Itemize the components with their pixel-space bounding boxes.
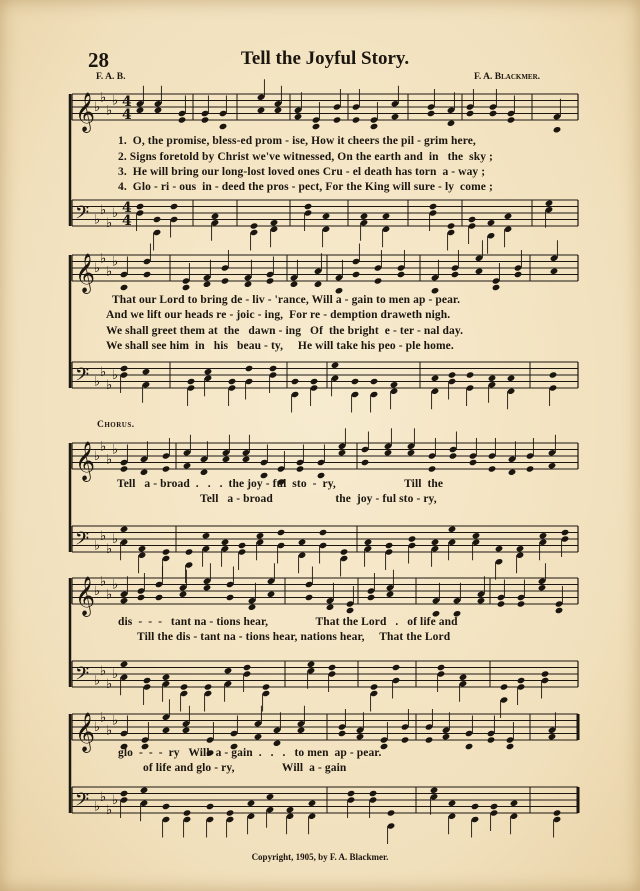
note-head bbox=[153, 216, 162, 223]
flat-sign: ♭ bbox=[106, 377, 113, 393]
flat-sign: ♭ bbox=[100, 90, 107, 106]
note-head bbox=[448, 800, 457, 807]
verse-4-line-1: 4. Glo - ri - ous in - deed the pros - pect, For the King will sure - ly come ; bbox=[118, 181, 493, 193]
note-head bbox=[162, 548, 171, 555]
note-head bbox=[297, 727, 306, 734]
flat-sign: ♭ bbox=[100, 202, 107, 218]
flat-sign: ♭ bbox=[112, 532, 119, 547]
note-head bbox=[248, 604, 257, 611]
note-head bbox=[254, 733, 263, 740]
flat-sign: ♭ bbox=[94, 374, 101, 390]
note-head bbox=[549, 371, 558, 378]
note-head bbox=[257, 107, 266, 114]
flat-sign: ♭ bbox=[94, 799, 101, 815]
bass-clef: 𝄢 bbox=[75, 365, 90, 390]
note-head bbox=[507, 116, 516, 123]
note-head bbox=[517, 677, 526, 684]
note-head bbox=[120, 365, 129, 372]
note-head bbox=[385, 542, 394, 549]
note-head bbox=[244, 281, 253, 288]
bass-clef: 𝄢 bbox=[75, 790, 90, 815]
note-head bbox=[238, 542, 247, 549]
hymn-title: Tell the Joyful Story. bbox=[240, 48, 410, 69]
note-head bbox=[183, 809, 192, 816]
note-head bbox=[221, 539, 230, 546]
flat-sign: ♭ bbox=[112, 254, 119, 270]
flat-sign: ♭ bbox=[106, 587, 113, 603]
note-head bbox=[262, 683, 271, 690]
note-head bbox=[437, 664, 446, 671]
flat-sign: ♭ bbox=[112, 93, 119, 109]
note-head bbox=[136, 107, 145, 114]
copyright-notice: Copyright, 1905, by F. A. Blackmer. bbox=[251, 852, 389, 862]
note-head bbox=[488, 465, 497, 472]
note-head bbox=[508, 469, 517, 476]
note-head bbox=[448, 526, 457, 533]
note-head bbox=[392, 664, 401, 671]
flat-sign: ♭ bbox=[112, 368, 119, 383]
note-head bbox=[333, 116, 342, 123]
note-head bbox=[384, 449, 393, 456]
note-head bbox=[250, 222, 259, 229]
note-head bbox=[427, 110, 436, 117]
note-head bbox=[120, 661, 129, 668]
note-head bbox=[203, 584, 212, 591]
time-signature: 4 bbox=[122, 200, 132, 216]
note-head bbox=[310, 378, 319, 385]
chorus-label: Chorus. bbox=[97, 420, 135, 430]
note-head bbox=[364, 539, 373, 546]
note-head bbox=[183, 462, 192, 469]
note-head bbox=[369, 790, 378, 797]
flat-sign: ♭ bbox=[100, 663, 107, 679]
chorus-line-2-lower: Till the dis - tant na - tions hear, nations hear, That the Lord bbox=[137, 631, 451, 643]
note-head bbox=[224, 667, 233, 674]
note-head bbox=[548, 733, 557, 740]
note-head bbox=[397, 271, 406, 278]
flat-sign: ♭ bbox=[100, 251, 107, 267]
note-head bbox=[447, 222, 456, 229]
chorus-line-3-upper: glo - - - ry Will a - gain . . . to men ap - pear. bbox=[118, 747, 382, 759]
note-head bbox=[510, 800, 519, 807]
note-head bbox=[298, 539, 307, 546]
flat-sign: ♭ bbox=[94, 538, 101, 554]
note-head bbox=[506, 743, 515, 750]
note-head bbox=[516, 545, 525, 552]
note-head bbox=[429, 203, 438, 210]
note-head bbox=[290, 281, 299, 288]
flat-sign: ♭ bbox=[94, 584, 101, 599]
note-head bbox=[137, 594, 146, 601]
flat-sign: ♭ bbox=[94, 261, 101, 276]
note-head bbox=[451, 271, 460, 278]
note-head bbox=[221, 277, 230, 284]
note-head bbox=[338, 449, 347, 456]
note-head bbox=[466, 371, 475, 378]
note-head bbox=[305, 594, 314, 601]
note-head bbox=[361, 459, 370, 466]
flat-sign: ♭ bbox=[106, 723, 113, 739]
flat-sign: ♭ bbox=[112, 793, 119, 808]
note-head bbox=[319, 529, 328, 536]
note-head bbox=[120, 465, 129, 472]
note-head bbox=[489, 110, 498, 117]
chorus-line-1-upper: Tell a - broad . . . the joy - ful sto - ry, Till the bbox=[117, 478, 444, 490]
note-head bbox=[203, 281, 212, 288]
time-signature: 4 bbox=[122, 107, 132, 123]
note-head bbox=[507, 375, 516, 382]
hymn-number: 28 bbox=[88, 48, 109, 72]
note-head bbox=[514, 271, 523, 278]
note-head bbox=[553, 809, 562, 816]
flat-sign: ♭ bbox=[100, 364, 107, 380]
words-credit: F. A. B. bbox=[96, 72, 126, 82]
note-head bbox=[328, 664, 337, 671]
verse-2-line-1: 2. Signs foretold by Christ we've witnessed, On the earth and in the sky ; bbox=[118, 151, 493, 163]
note-head bbox=[256, 532, 265, 539]
note-head bbox=[370, 683, 379, 690]
note-head bbox=[242, 456, 251, 463]
note-head bbox=[370, 123, 379, 130]
note-head bbox=[550, 268, 559, 275]
note-head bbox=[182, 284, 191, 291]
note-head bbox=[307, 661, 316, 668]
note-head bbox=[401, 736, 410, 743]
note-head bbox=[356, 733, 365, 740]
note-head bbox=[243, 664, 252, 671]
flat-sign: ♭ bbox=[112, 442, 119, 458]
note-head bbox=[226, 594, 235, 601]
note-head bbox=[222, 456, 231, 463]
note-head bbox=[386, 591, 395, 598]
note-head bbox=[140, 787, 149, 794]
note-head bbox=[374, 277, 383, 284]
note-head bbox=[346, 607, 355, 614]
note-head bbox=[120, 790, 129, 797]
chorus-line-2-upper: dis - - - tant na - tions hear, That the Lord . of life and bbox=[118, 616, 458, 628]
note-head bbox=[304, 203, 313, 210]
note-head bbox=[180, 683, 189, 690]
note-head bbox=[390, 381, 399, 388]
note-head bbox=[408, 535, 417, 542]
note-head bbox=[382, 213, 391, 220]
note-head bbox=[407, 449, 416, 456]
flat-sign: ♭ bbox=[112, 206, 119, 221]
note-head bbox=[447, 120, 456, 127]
note-head bbox=[211, 213, 220, 220]
verse-1-line-2: That our Lord to bring de - liv - 'rance, Will a - gain to men ap - pear. bbox=[112, 294, 461, 306]
music-credit: F. A. Blackmer. bbox=[474, 72, 541, 82]
flat-sign: ♭ bbox=[94, 673, 101, 689]
note-head bbox=[504, 213, 513, 220]
note-head bbox=[442, 733, 451, 740]
note-head bbox=[277, 529, 286, 536]
note-head bbox=[497, 600, 506, 607]
note-head bbox=[296, 465, 305, 472]
note-head bbox=[206, 803, 215, 810]
flat-sign: ♭ bbox=[100, 528, 107, 544]
chorus-line-1-lower: Tell a - broad the joy - ful sto - ry, bbox=[200, 493, 437, 505]
note-head bbox=[312, 123, 321, 130]
note-head bbox=[367, 594, 376, 601]
note-head bbox=[314, 281, 323, 288]
flat-sign: ♭ bbox=[94, 720, 101, 735]
flat-sign: ♭ bbox=[94, 449, 101, 464]
note-head bbox=[269, 365, 278, 372]
note-head bbox=[526, 465, 535, 472]
flat-sign: ♭ bbox=[106, 452, 113, 468]
flat-sign: ♭ bbox=[100, 710, 107, 726]
note-head bbox=[142, 368, 151, 375]
flat-sign: ♭ bbox=[106, 676, 113, 692]
note-head bbox=[170, 203, 179, 210]
note-head bbox=[477, 597, 486, 604]
flat-sign: ♭ bbox=[100, 439, 107, 455]
note-head bbox=[162, 727, 171, 734]
note-head bbox=[553, 126, 562, 133]
verse-4-line-2: We shall see him in his beau - ty, He will take his peo - ple home. bbox=[106, 340, 454, 352]
verse-1-line-1: 1. O, the promise, bless-ed prom - ise, How it cheers the pil - grim here, bbox=[118, 135, 476, 147]
flat-sign: ♭ bbox=[94, 212, 101, 228]
time-signature: 4 bbox=[122, 213, 132, 229]
note-head bbox=[500, 683, 509, 690]
note-head bbox=[352, 271, 361, 278]
note-head bbox=[202, 532, 211, 539]
note-head bbox=[219, 123, 228, 130]
note-head bbox=[138, 545, 147, 552]
note-head bbox=[487, 736, 496, 743]
bass-clef: 𝄢 bbox=[75, 203, 90, 228]
note-head bbox=[539, 532, 548, 539]
note-head bbox=[428, 465, 437, 472]
note-head bbox=[322, 213, 331, 220]
note-head bbox=[245, 365, 254, 372]
note-head bbox=[162, 803, 171, 810]
note-head bbox=[465, 743, 474, 750]
flat-sign: ♭ bbox=[112, 667, 119, 682]
note-head bbox=[545, 200, 554, 207]
flat-sign: ♭ bbox=[106, 802, 113, 818]
note-head bbox=[140, 469, 149, 476]
note-head bbox=[471, 803, 480, 810]
note-head bbox=[178, 116, 187, 123]
bass-clef: 𝄢 bbox=[75, 529, 90, 554]
note-head bbox=[201, 116, 210, 123]
note-head bbox=[154, 107, 163, 114]
flat-sign: ♭ bbox=[106, 264, 113, 280]
note-head bbox=[120, 526, 129, 533]
note-head bbox=[267, 591, 276, 598]
note-head bbox=[294, 113, 303, 120]
note-head bbox=[226, 809, 235, 816]
note-head bbox=[120, 284, 129, 291]
flat-sign: ♭ bbox=[106, 103, 113, 119]
note-head bbox=[466, 110, 475, 117]
note-head bbox=[338, 730, 347, 737]
note-head bbox=[143, 677, 152, 684]
treble-clef: 𝄞 bbox=[75, 576, 96, 616]
note-head bbox=[548, 462, 557, 469]
note-head bbox=[492, 284, 501, 291]
verse-2-line-2: And we lift our heads re - joic - ing, For re - demption draweth nigh. bbox=[106, 309, 451, 321]
note-head bbox=[487, 219, 496, 226]
flat-sign: ♭ bbox=[106, 215, 113, 231]
chorus-line-3-lower: of life and glo - ry, Will a - gain bbox=[143, 762, 347, 774]
treble-clef: 𝄞 bbox=[75, 712, 96, 752]
note-head bbox=[517, 600, 526, 607]
note-head bbox=[495, 545, 504, 552]
flat-sign: ♭ bbox=[100, 789, 107, 805]
verse-3-line-2: We shall greet them at the dawn - ing Of the bright e - ter - nal day. bbox=[106, 325, 464, 337]
note-head bbox=[326, 604, 335, 611]
note-head bbox=[431, 539, 440, 546]
note-head bbox=[541, 670, 550, 677]
note-head bbox=[286, 806, 295, 813]
note-head bbox=[360, 213, 369, 220]
note-head bbox=[430, 787, 439, 794]
note-head bbox=[143, 271, 152, 278]
flat-sign: ♭ bbox=[112, 713, 119, 729]
note-head bbox=[120, 597, 129, 604]
note-head bbox=[468, 216, 477, 223]
note-head bbox=[308, 800, 317, 807]
note-head bbox=[490, 803, 499, 810]
note-head bbox=[331, 362, 340, 369]
note-head bbox=[488, 375, 497, 382]
note-head bbox=[228, 378, 237, 385]
note-head bbox=[459, 674, 468, 681]
note-head bbox=[274, 107, 283, 114]
note-head bbox=[162, 465, 171, 472]
note-head bbox=[273, 740, 282, 747]
treble-clef: 𝄞 bbox=[75, 441, 96, 481]
note-head bbox=[155, 594, 164, 601]
note-head bbox=[448, 371, 457, 378]
note-head bbox=[475, 268, 484, 275]
note-head bbox=[247, 800, 256, 807]
note-head bbox=[472, 532, 481, 539]
note-head bbox=[340, 548, 349, 555]
note-head bbox=[266, 793, 275, 800]
note-head bbox=[352, 116, 361, 123]
note-head bbox=[187, 378, 196, 385]
flat-sign: ♭ bbox=[112, 577, 119, 593]
note-head bbox=[200, 469, 209, 476]
note-head bbox=[162, 674, 171, 681]
note-head bbox=[538, 584, 547, 591]
note-head bbox=[391, 113, 400, 120]
note-head bbox=[270, 219, 279, 226]
note-head bbox=[266, 277, 275, 284]
note-head bbox=[179, 591, 188, 598]
note-head bbox=[347, 790, 356, 797]
flat-sign: ♭ bbox=[106, 541, 113, 557]
time-signature: 4 bbox=[122, 94, 132, 110]
note-head bbox=[136, 203, 145, 210]
note-head bbox=[291, 378, 300, 385]
bass-clef: 𝄢 bbox=[75, 664, 90, 689]
note-head bbox=[370, 378, 379, 385]
note-head bbox=[204, 368, 213, 375]
note-head bbox=[431, 375, 440, 382]
note-head bbox=[561, 529, 570, 536]
note-head bbox=[469, 459, 478, 466]
verse-3-line-1: 3. He will bring our long-lost loved ones Cru - el death has torn a - way ; bbox=[118, 166, 486, 178]
note-head bbox=[185, 548, 194, 555]
treble-clef: 𝄞 bbox=[75, 92, 96, 132]
note-head bbox=[204, 683, 213, 690]
flat-sign: ♭ bbox=[100, 574, 107, 590]
note-head bbox=[449, 452, 458, 459]
note-head bbox=[351, 378, 360, 385]
note-head bbox=[387, 809, 396, 816]
flat-sign: ♭ bbox=[94, 100, 101, 115]
note-head bbox=[425, 736, 434, 743]
note-head bbox=[182, 727, 191, 734]
treble-clef: 𝄞 bbox=[75, 253, 96, 293]
note-head bbox=[555, 607, 564, 614]
